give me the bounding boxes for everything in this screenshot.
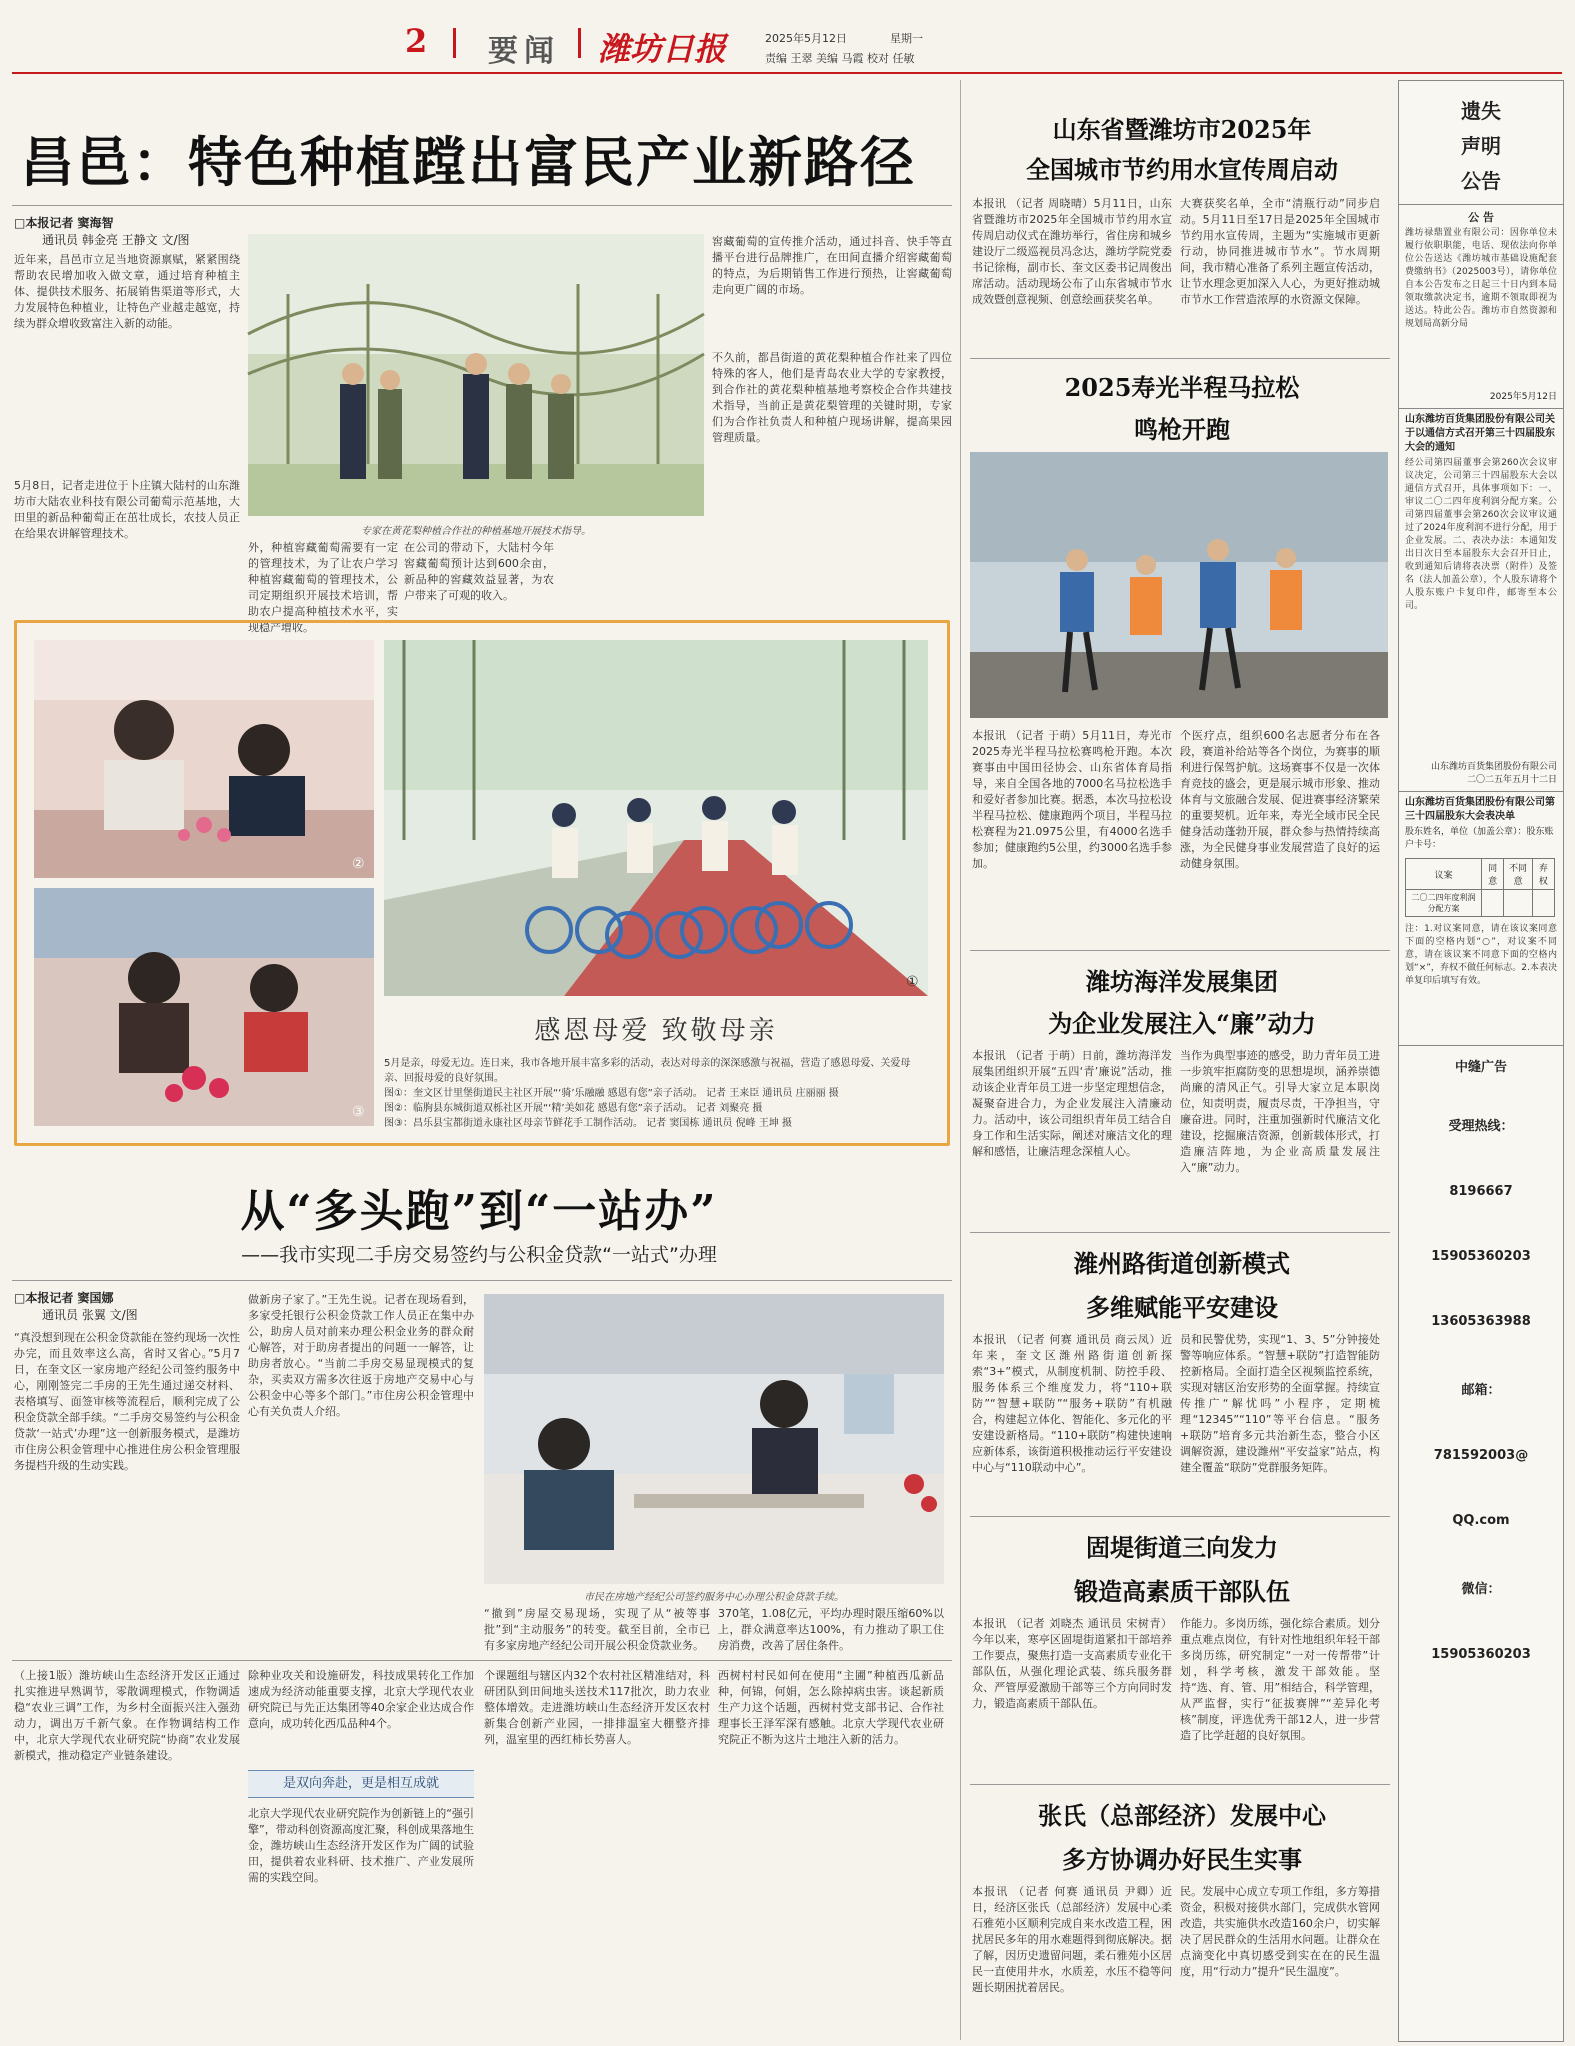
lower-col-1: （上接1版）潍坊峡山生态经济开发区正通过扎实推进早熟调节，零散调理模式，作物调适稳“农业三调”工作，为乡村全面振兴注入强劲动力，调出万千新气象。在作物调结构工作中，北京大学现代农业研究院“协商”农业发展新模式，推动稳定产业链条建设。 [14, 1669, 240, 1762]
lead-col-4: 在公司的带动下，大陆村今年窖藏葡萄预计达到600余亩，新品种的窖藏效益显著，为农户带来了可观的收入。 [404, 541, 554, 602]
housing-photo-caption: 市民在房地产经纪公司签约服务中心办理公积金贷款手续。 [584, 1592, 844, 1603]
water-rule [970, 358, 1390, 359]
marathon-photo [970, 452, 1388, 718]
notice-2-title: 山东潍坊百货集团股份有限公司关于以通信方式召开第三十四届股东大会的通知 [1405, 414, 1555, 453]
masthead-rule [12, 72, 1562, 74]
housing-headline: 从“多头跑”到“一站办” [240, 1186, 718, 1237]
gudi-col-2: 作能力。多岗历练，强化综合素质。划分重点难点岗位，有针对性地组织年轻干部多岗历练，研究制定“一对一传帮带”计划，科学考核，激发干部效能。坚持“选、育、管、用”相结合，科学管理，从严监督，实行“征拔赛牌”“差异化考核”制度，评选优秀干部12人，进一步营造了比学赶超的良好氛围。 [1180, 1617, 1380, 1742]
vote-table-header [1406, 859, 1555, 890]
masthead [0, 0, 1575, 72]
section-name: 要闻 [488, 34, 560, 69]
housing-byline-correspondent: 通讯员 张翼 文/图 [42, 1308, 138, 1322]
mothers-photo-2 [34, 640, 374, 878]
wechat-label: 微信： [1461, 1582, 1501, 1597]
vote-disagree-cell[interactable] [1504, 890, 1532, 917]
phone-3: 13605363988 [1431, 1314, 1531, 1329]
housing-photo [484, 1294, 944, 1584]
vote-motion-name: 二〇二四年度利润分配方案 [1406, 890, 1482, 917]
housing-col-1: “真没想到现在公积金贷款能在签约现场一次性办完，而且效率这么高，省时又省心。”5月7日，在奎文区一家房地产经纪公司签约服务中心，刚刚签完二手房的王先生通过递交材料、表格填写、面签审核等流程后，顺利完成了公积金贷款全部手续。“二手房交易签约与公积金贷款‘一站式’办理”这一创新服务模式，是潍坊市住房公积金管理中心推进住房公积金管理服务提档升级的生动实践。 [14, 1331, 240, 1472]
vote-col-agree: 同意 [1482, 859, 1504, 890]
hotline-label: 受理热线： [1448, 1119, 1514, 1134]
zhangshi-col-1: 本报讯 （记者 何赛 通讯员 尹卿）近日，经济区张氏（总部经济）发展中心柔石雅苑小区顺利完成自来水改造工程，困扰居民多年的用水难题得到彻底解决。据了解，因历史遗留问题，柔石雅苑小区居民一直使用井水，水质差，水压不稳等问题长期困扰着居民。 [972, 1885, 1172, 1994]
water-col-2: 大赛获奖名单，全市“清瓶行动”同步启动。5月11日至17日是2025年全国城市节约用水宣传周，主题为“实施城市更新行动，协同推进城市节水”。节水周期间，我市精心准备了系列主题宣传活动，让节水理念更加深入人心，为更好推动城市节水工作营造浓厚的水资源文保障。 [1180, 197, 1380, 306]
pull-quote-text: 是双向奔赴，更是相互成就 [282, 1776, 439, 1791]
pull-quote [248, 1770, 474, 1798]
mothers-headline: 感恩母爱 致敬母亲 [534, 1016, 778, 1046]
mothers-intro: 5月是亲，母爱无边。连日来，我市各地开展丰富多彩的活动，表达对母亲的深深感激与祝福，营造了感恩母爱、关爱母亲、回报母爱的良好氛围。 [384, 1058, 911, 1084]
mothers-caption-3: 图③：昌乐县宝都街道永康社区母亲节鲜花手工制作活动。 记者 窦国栋 通讯员 倪峰 王坤 摄 [384, 1118, 793, 1129]
lower-col-3: 个课题组与辖区内32个农村社区精准结对，科研团队到田间地头送技术117批次，助力农业整体增效。走进潍坊峡山生态经济开发区农村新集合创新产业园，一排排温室大棚整齐排列，温室里的西红柿长势喜人。 [484, 1669, 710, 1746]
sidebar-title-1: 遗失 [1461, 99, 1501, 123]
lead-byline [14, 215, 224, 249]
phone-2: 15905360203 [1431, 1249, 1531, 1264]
vote-agree-cell[interactable] [1482, 890, 1504, 917]
byline-correspondent: 通讯员 韩金亮 王静文 文/图 [42, 233, 190, 247]
lead-col-5: 窖藏葡萄的宣传推介活动，通过抖音、快手等直播平台进行品牌推广，在田间直播介绍窖藏葡萄的特点，为后期销售工作进行预热，让窖藏葡萄走向更广阔的市场。 [712, 235, 952, 296]
mothers-caption-2: 图②：临朐县东城街道双栎社区开展“‘精’美如花 感恩有您”亲子活动。 记者 刘聚亮 摄 [384, 1103, 763, 1114]
notice-3-body: 股东姓名，单位（加盖公章）：股东账户卡号： [1405, 827, 1554, 850]
sidebar-title-2: 声明 [1461, 134, 1501, 158]
column-divider [960, 80, 961, 2040]
lower-rule [12, 1660, 952, 1661]
housing-subtitle: ——我市实现二手房交易签约与公积金贷款“一站式”办理 [241, 1244, 717, 1266]
notice-3-title: 山东潍坊百货集团股份有限公司第三十四届股东大会表决单 [1405, 797, 1555, 822]
divider-bar [453, 28, 456, 58]
zhangshi-headline-1: 张氏（总部经济）发展中心 [1038, 1801, 1326, 1830]
vote-table [1405, 858, 1555, 917]
svg-text:③: ③ [352, 1104, 365, 1120]
housing-col-3: “撤到”房屋交易现场，实现了从“被等事批”到“主动服务”的转变。截至目前，全市已有多家房地产经纪公司开展公积金贷款业务。 [484, 1607, 710, 1652]
editors: 责编 王翠 美编 马霞 校对 任敏 [765, 52, 915, 65]
issue-weekday: 星期一 [890, 32, 923, 45]
notice-1-title: 公 告 [1468, 211, 1494, 224]
svg-text:②: ② [352, 856, 365, 872]
gudi-headline-1: 固堤街道三向发力 [1086, 1533, 1278, 1562]
lead-photo-caption: 专家在黄花梨种植合作社的种植基地开展技术指导。 [361, 526, 591, 537]
gudi-headline-2: 锻造高素质干部队伍 [1074, 1577, 1290, 1606]
marathon-col-2: 个医疗点，组织600名志愿者分布在各段，赛道补给站等各个岗位，为赛事的顺利进行保驾护航。这场赛事不仅是一次体育竞技的盛会，更是展示城市形象、推动体育与文旅融合发展、促进赛事经济繁荣的重要契机。近年来，寿光全域市民全民健身活动蓬勃开展，群众参与热情持续高涨，为全民健身事业发展营造了良好的运动健身氛围。 [1180, 729, 1380, 870]
lower-col-4: 西树村村民如何在使用“主圃”种植西瓜新品种，何锦，何娟，怎么除掉病虫害。谈起新质生产力这个话题，西树村党支部书记、合作社理事长王泽军深有感触。北京大学现代农业研究院正不断为这片土地注入新的活力。 [718, 1669, 944, 1746]
byline-reporter: □本报记者 窦海智 [14, 216, 114, 230]
weizhou-col-1: 本报讯 （记者 何赛 通讯员 商云凤）近年来，奎文区潍州路街道创新探索“3+”模式，从制度机制、防控手段、服务体系三个维度发力，将“110+联防”“智慧+联防”“服务+联防”有机融合，构建起立体化、智能化、多元化的平安建设新格局。“110+联防”构建快速响应新体系，该街道积极推动运行平安建设中心与“110联动中心”。 [972, 1333, 1172, 1474]
marathon-rule [970, 950, 1390, 951]
lead-col-1: 近年来，昌邑市立足当地资源禀赋，紧紧围绕帮助农民增加收入做文章，通过培育种植主体、提供技术服务、拓展销售渠道等形式，大力发展特色种植业，让特色产业越走越宽，持续为群众增收致富注入新的动能。 [14, 253, 240, 330]
vote-col-disagree: 不同意 [1504, 859, 1532, 890]
vote-abstain-cell[interactable] [1532, 890, 1554, 917]
wechat-id: 15905360203 [1431, 1647, 1531, 1662]
lead-photo [248, 234, 704, 516]
ocean-headline-1: 潍坊海洋发展集团 [1086, 967, 1278, 996]
housing-col-4: 370笔，1.08亿元，平均办理时限压缩60%以上，群众满意率达100%，有力推动了职工住房消费，改善了居住条件。 [718, 1607, 944, 1652]
weizhou-rule [970, 1516, 1390, 1517]
ocean-rule [970, 1232, 1390, 1233]
flower-craft-photo-icon [34, 640, 374, 878]
phone-1: 8196667 [1449, 1184, 1513, 1199]
marathon-headline-1: 2025寿光半程马拉松 [1064, 373, 1300, 402]
vineyard-photo-icon [248, 234, 704, 516]
marathon-headline-2: 鸣枪开跑 [1134, 415, 1230, 444]
water-col-1: 本报讯 （记者 周晓晴）5月11日，山东省暨潍坊市2025年全国城市节约用水宣传周启动仪式在潍坊举行，省住房和城乡建设厅二级巡视员冯念达，潍坊学院党委书记徐梅，副市长、奎文区委书记周俊出席活动。活动现场公布了山东省城市节水成效暨创意视频、创意绘画获奖名单。 [972, 197, 1172, 306]
mail-label: 邮箱： [1461, 1383, 1501, 1398]
vote-col-motion: 议案 [1406, 859, 1482, 890]
mothers-photo-1 [384, 640, 928, 996]
sidebar-title-3: 公告 [1461, 169, 1501, 193]
water-headline-2: 全国城市节约用水宣传周启动 [1026, 155, 1338, 184]
notice-2-sign: 山东潍坊百货集团股份有限公司 [1430, 762, 1557, 772]
notices-sidebar [1398, 80, 1564, 2042]
lead-rule [12, 205, 952, 206]
mail-1: 781592003@ [1433, 1448, 1529, 1463]
lead-col-3: 外，种植窖藏葡萄需要有一定的管理技术，为了让农户学习种植窖藏葡萄的管理技术，公司定期组织开展技术培训，帮助农户提高种植技术水平，实现稳产增收。 [248, 541, 398, 634]
housing-byline [14, 1290, 224, 1324]
runners-photo-icon [970, 452, 1388, 718]
housing-rule [12, 1280, 952, 1281]
weizhou-col-2: 员和民警优势，实现“1、3、5”分钟接处警等响应体系。“智慧+联防”打造智能防控新格局。全面打造全区视频监控系统，实现对辖区治安形势的全面掌握。持续宣传推广“解忧吗”小程序，定期梳理“12345”“110”等平台信息。“服务+联防”培育多元共治新生态，整合小区调解资源，建设潍州“平安益家”站点，构建全覆盖“联防”党群服务矩阵。 [1180, 1333, 1380, 1474]
mothers-captions [384, 1056, 928, 1131]
lead-col-2: 5月8日，记者走进位于卜庄镇大陆村的山东潍坊市大陆农业科技有限公司葡萄示范基地，大田里的新品种葡萄正在茁壮成长，农技人员正在给果农讲解管理技术。 [14, 479, 240, 540]
housing-byline-reporter: □本报记者 窦国娜 [14, 1291, 114, 1305]
ocean-headline-2: 为企业发展注入“廉”动力 [1048, 1009, 1316, 1038]
service-counter-photo-icon [484, 1294, 944, 1584]
marathon-col-1: 本报讯 （记者 于萌）5月11日，寿光市2025寿光半程马拉松赛鸣枪开跑。本次赛事由中国田径协会、山东省体育局指导，来自全国各地的7000名马拉松选手和爱好者参加比赛。据悉，本次马拉松设半程马拉松、健康跑两个项目，半程马拉松赛程为21.0975公里，有4000名选手参加；健康跑约5公里，约3000名选手参加。 [972, 729, 1172, 870]
lead-headline: 昌邑：特色种植蹚出富民产业新路径 [20, 130, 916, 194]
lower-col-2b: 北京大学现代农业研究院作为创新链上的“强引擎”，带动科创资源高度汇聚，科创成果落地生金，潍坊峡山生态经济开发区作为广阔的试验田，提供着农业科研、技术推广、产业发展所需的实践空间。 [248, 1807, 474, 1884]
notice-2-body: 经公司第四届董事会第260次会议审议决定，公司第三十四届股东大会以通信方式召开，具体事项如下：一、审议二〇二四年度利润分配方案。公司第四届董事会第260次会议审议通过了2024年度利润不进行分配，用于企业发展。二、表决办法：本通知发出日次日至本届股东大会召开日止，收到通知后请将表决票（附件）及签名（法人加盖公章），个人股东请将个人股东账户卡复印件，邮寄至本公司。 [1405, 458, 1557, 611]
bouquet-workshop-photo-icon [34, 888, 374, 1126]
ocean-col-1: 本报讯 （记者 于萌）日前，潍坊海洋发展集团组织开展“五四‘青’廉说”活动，推动该企业青年员工进一步坚定理想信念，凝聚奋进合力，为企业发展注入清廉动力。活动中，该公司组织青年员工结合自身工作和生活实际，阐述对廉洁文化的理解和感悟，让廉洁理念深植人心。 [972, 1049, 1172, 1158]
weizhou-headline-2: 多维赋能平安建设 [1086, 1293, 1278, 1322]
issue-date: 2025年5月12日 [765, 32, 847, 45]
svg-text:①: ① [906, 974, 919, 990]
lower-col-2: 除种业攻关和设施研发，科技成果转化工作加速成为经济动能重要支撑，北京大学现代农业研究院已与先正达集团等40余家企业达成合作意向，成功转化西瓜品种4个。 [248, 1669, 474, 1730]
bicycle-ride-photo-icon [384, 640, 928, 996]
zhangshi-headline-2: 多方协调办好民生实事 [1062, 1845, 1302, 1874]
notice-1-body: 潍坊禄鼎置业有限公司：因你单位未履行依职职能，电话、现依法向你单位公告送达《潍坊城市基础设施配套费缴纳书》（2025003号），请你单位自本公告发布之日起三十日内到本局领取缴款决定书，逾期不领取即视为送达。特此公告。潍坊市自然资源和规划局高新分局 [1405, 228, 1557, 329]
ocean-col-2: 当作为典型事迹的感受，助力青年员工进一步筑牢拒腐防变的思想堤坝，涵养崇德尚廉的清风正气。引导大家立足本职岗位，知责明责，履责尽责，干净担当，守廉奋进。同时，注重加强新时代廉洁文化建设，挖掘廉洁资源，创新载体形式，打造廉洁阵地，为企业高质量发展注入“廉”动力。 [1180, 1049, 1380, 1174]
paper-logo: 潍坊日报 [598, 30, 727, 68]
gudi-col-1: 本报讯 （记者 刘晓杰 通讯员 宋树青）今年以来，寒亭区固堤街道紧扣干部培养工作要点，聚焦打造一支高素质专业化干部队伍，从强化理论武装、练兵服务群众、严管厚爱激励干部等三个方向同时发力，锻造高素质干部队伍。 [972, 1617, 1172, 1710]
notice-2-date: 二〇二五年五月十二日 [1466, 775, 1557, 785]
weizhou-headline-1: 潍州路街道创新模式 [1074, 1249, 1290, 1278]
water-headline-1: 山东省暨潍坊市2025年 [1052, 115, 1312, 144]
divider-bar-2 [578, 28, 581, 58]
notice-3-note: 注：1.对议案同意，请在该议案同意下面的空格内划“○”，对议案不同意，请在该议案不同意下面的空格内划“×”，弃权不做任何标志。2.本表决单复印后填写有效。 [1405, 924, 1557, 986]
vote-col-abstain: 弃权 [1532, 859, 1554, 890]
notice-1-date: 2025年5月12日 [1489, 392, 1557, 402]
page-number: 2 [405, 22, 428, 60]
classified-title: 中缝广告 [1454, 1060, 1507, 1075]
gudi-rule [970, 1784, 1390, 1785]
vote-table-row [1406, 890, 1555, 917]
housing-col-2: 做新房子家了。”王先生说。记者在现场看到，多家受托银行公积金贷款工作人员正在集中办公，助房人员对前来办理公积金业务的群众耐心解答，对于助房者提出的问题一一解答，让助房者放心。“当前二手房交易显现模式的复杂，买卖双方需多次往返于房地产交易中心与公积金中心等多个部门。”市住房公积金管理中心有关负责人介绍。 [248, 1293, 474, 1418]
zhangshi-col-2: 民。发展中心成立专项工作组，多方筹措资金，积极对接供水部门，完成供水管网改造，共实施供水改造160余户，切实解决了居民群众的生活用水问题。让群众在点滴变化中真切感受到实在在的民生温度，用“行动力”提升“民生温度”。 [1180, 1885, 1380, 1978]
mothers-photo-3 [34, 888, 374, 1126]
mail-2: QQ.com [1452, 1513, 1510, 1528]
mothers-caption-1: 图①：奎文区廿里堡街道民主社区开展“‘骑’乐融融 感恩有您”亲子活动。 记者 王来臣 通讯员 庄丽丽 摄 [384, 1088, 839, 1099]
lead-col-6: 不久前，都昌街道的黄花梨种植合作社来了四位特殊的客人，他们是青岛农业大学的专家教授，到合作社的黄花梨种植基地考察校企合作共建技术指导，当前正是黄花梨管理的关键时期，专家们为合作社负责人和种植户现场讲解，提高果园管理质量。 [712, 351, 952, 444]
